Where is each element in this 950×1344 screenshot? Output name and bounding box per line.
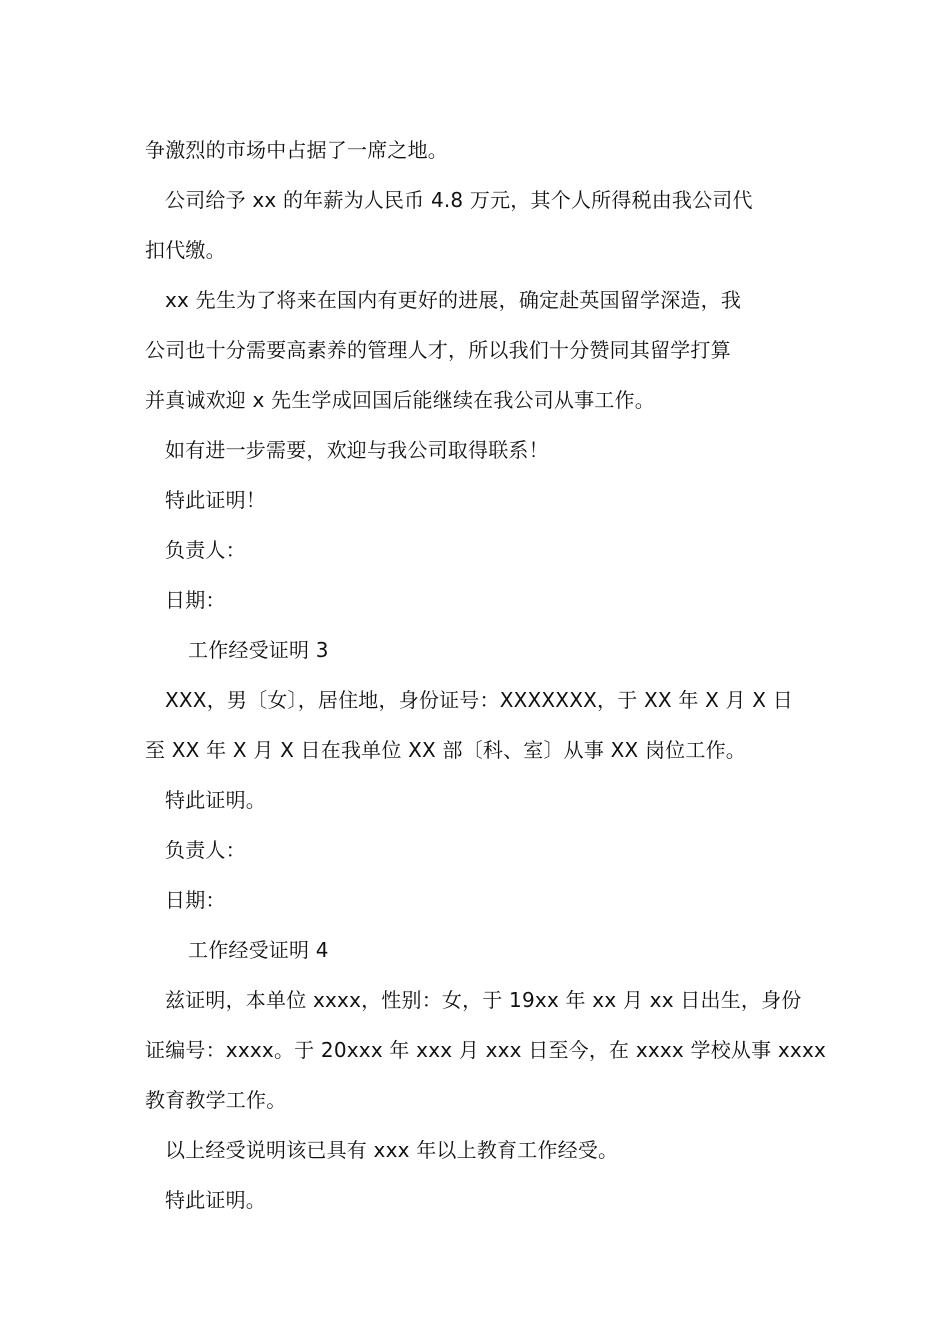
- section-title: 工作经受证明 3: [188, 638, 329, 662]
- paragraph-line: 并真诚欢迎 x 先生学成回国后能继续在我公司从事工作。: [145, 388, 655, 412]
- closing-line: 特此证明。: [165, 1188, 266, 1212]
- signatory-label: 负责人：: [165, 538, 246, 562]
- date-label: 日期：: [165, 588, 226, 612]
- signatory-label: 负责人：: [165, 838, 246, 862]
- section-title: 工作经受证明 4: [188, 938, 329, 962]
- paragraph-line: 至 XX 年 X 月 X 日在我单位 XX 部〔科、室〕从事 XX 岗位工作。: [145, 738, 746, 762]
- paragraph-line: 证编号：xxxx。于 20xxx 年 xxx 月 xxx 日至今，在 xxxx 学校从事 xxxx: [145, 1038, 827, 1062]
- paragraph-line: 教育教学工作。: [145, 1088, 287, 1112]
- paragraph-line: 兹证明，本单位 xxxx，性别：女，于 19xx 年 xx 月 xx 日出生，身份: [165, 988, 802, 1012]
- paragraph-line: 扣代缴。: [145, 238, 226, 262]
- date-label: 日期：: [165, 888, 226, 912]
- closing-line: 特此证明！: [165, 488, 266, 512]
- paragraph-line: 如有进一步需要，欢迎与我公司取得联系！: [165, 438, 549, 462]
- paragraph-line: 争激烈的市场中占据了一席之地。: [145, 138, 448, 162]
- closing-line: 特此证明。: [165, 788, 266, 812]
- paragraph-line: XXX，男〔女〕，居住地，身份证号：XXXXXXX，于 XX 年 X 月 X 日: [165, 688, 793, 712]
- paragraph-line: 以上经受说明该已具有 xxx 年以上教育工作经受。: [165, 1138, 619, 1162]
- paragraph-line: 公司给予 xx 的年薪为人民币 4.8 万元，其个人所得税由我公司代: [165, 188, 753, 212]
- paragraph-line: xx 先生为了将来在国内有更好的进展，确定赴英国留学深造，我: [165, 288, 742, 312]
- paragraph-line: 公司也十分需要高素养的管理人才，所以我们十分赞同其留学打算: [145, 338, 731, 362]
